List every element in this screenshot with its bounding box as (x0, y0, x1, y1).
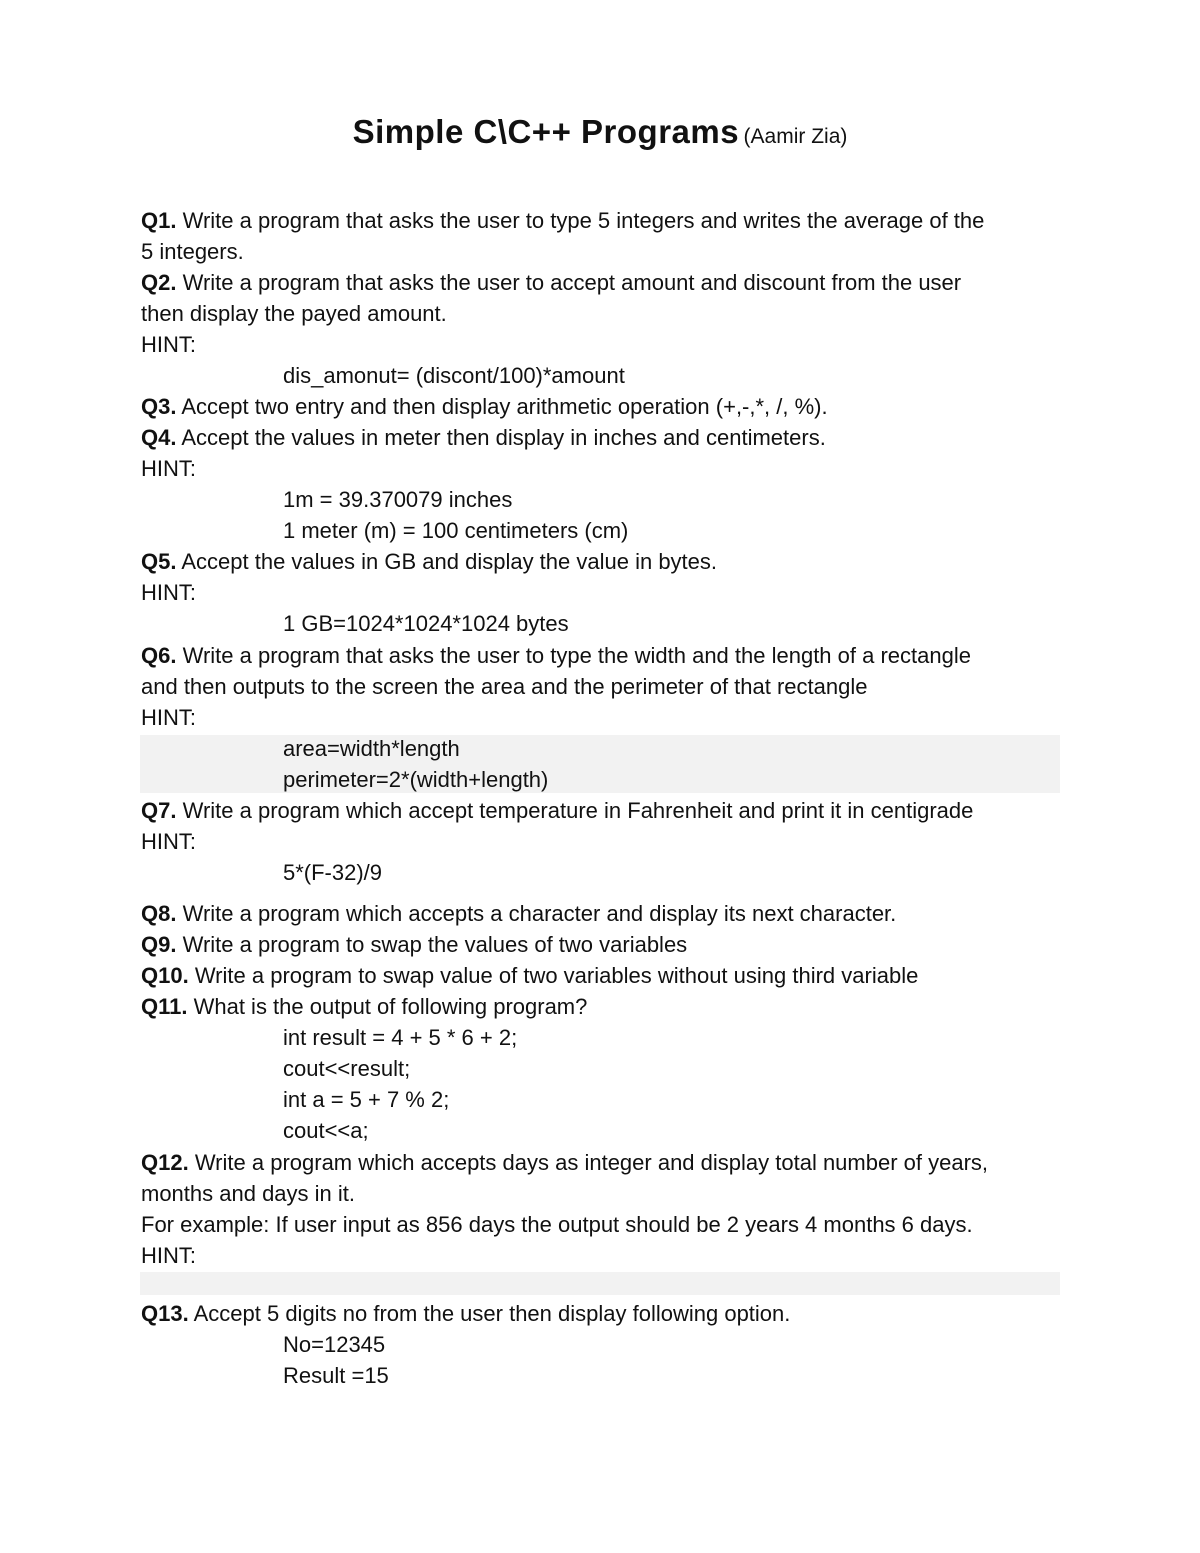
question-text-cont: months and days in it. (141, 1181, 356, 1206)
question-text: Write a program which accept temperature in Fahrenheit and print it in centigrade (176, 798, 974, 823)
question-label: Q12. (141, 1150, 189, 1175)
hint-label: HINT: (141, 456, 196, 481)
question-label: Q13. (141, 1301, 189, 1326)
question-q10 (141, 960, 918, 991)
question-label: Q2. (141, 270, 177, 295)
hint-label: HINT: (141, 580, 196, 605)
hint-label: HINT: (141, 829, 196, 854)
question-label: Q11. (141, 994, 188, 1019)
question-text: Write a program that asks the user to accept amount and discount from the user (176, 270, 962, 295)
question-text: Write a program which accepts days as integer and display total number of years, (188, 1150, 989, 1175)
question-label: Q1. (141, 208, 177, 233)
question-label: Q3. (141, 394, 177, 419)
question-q1 (141, 205, 984, 236)
title-author: (Aamir Zia) (743, 125, 848, 148)
question-q13 (141, 1298, 790, 1329)
code-line: int a = 5 + 7 % 2; (283, 1087, 450, 1112)
question-label: Q10. (141, 963, 189, 988)
question-label: Q7. (141, 798, 177, 823)
shaded-block (140, 735, 1060, 793)
question-text: What is the output of following program? (187, 994, 588, 1019)
question-q5 (141, 546, 717, 577)
code-line: cout<<result; (283, 1056, 411, 1081)
question-q2 (141, 267, 961, 298)
title-main: Simple C\C++ Programs (352, 113, 740, 150)
question-label: Q6. (141, 643, 177, 668)
hint-text: 1 GB=1024*1024*1024 bytes (283, 611, 569, 636)
question-text: Write a program which accepts a character and display its next character. (176, 901, 897, 926)
hint-text: dis_amonut= (discont/100)*amount (283, 363, 625, 388)
question-text-cont: 5 integers. (141, 239, 244, 264)
hint-text: perimeter=2*(width+length) (283, 767, 549, 792)
question-q6 (141, 640, 971, 671)
code-line: cout<<a; (283, 1118, 369, 1143)
shaded-block (140, 1272, 1060, 1295)
question-text: Write a program that asks the user to type 5 integers and writes the average of the (176, 208, 985, 233)
question-label: Q8. (141, 901, 177, 926)
question-text: Accept the values in GB and display the value in bytes. (176, 549, 718, 574)
question-label: Q4. (141, 425, 177, 450)
hint-label: HINT: (141, 1243, 196, 1268)
question-text: Write a program to swap the values of two variables (176, 932, 688, 957)
question-text: Accept two entry and then display arithmetic operation (+,-,*, /, %). (176, 394, 828, 419)
code-line: Result =15 (283, 1363, 389, 1388)
question-q4 (141, 422, 826, 453)
question-label: Q9. (141, 932, 177, 957)
hint-text: 1m = 39.370079 inches (283, 487, 513, 512)
question-label: Q5. (141, 549, 177, 574)
question-text: Accept 5 digits no from the user then display following option. (188, 1301, 791, 1326)
hint-label: HINT: (141, 705, 196, 730)
hint-text: 1 meter (m) = 100 centimeters (cm) (283, 518, 629, 543)
question-text: Accept the values in meter then display in inches and centimeters. (176, 425, 826, 450)
question-q11 (141, 991, 587, 1022)
hint-text: area=width*length (283, 736, 460, 761)
question-q7 (141, 795, 973, 826)
example-text: For example: If user input as 856 days the output should be 2 years 4 months 6 days. (141, 1212, 973, 1237)
question-text: Write a program that asks the user to type the width and the length of a rectangle (176, 643, 971, 668)
hint-label: HINT: (141, 332, 196, 357)
question-text-cont: and then outputs to the screen the area and the perimeter of that rectangle (141, 674, 868, 699)
question-text-cont: then display the payed amount. (141, 301, 447, 326)
question-q8 (141, 898, 896, 929)
code-line: int result = 4 + 5 * 6 + 2; (283, 1025, 518, 1050)
question-q3 (141, 391, 828, 422)
question-q12 (141, 1147, 988, 1178)
question-text: Write a program to swap value of two variables without using third variable (188, 963, 919, 988)
code-line: No=12345 (283, 1332, 386, 1357)
question-q9 (141, 929, 687, 960)
hint-text: 5*(F-32)/9 (283, 860, 383, 885)
page-title (0, 113, 1200, 151)
